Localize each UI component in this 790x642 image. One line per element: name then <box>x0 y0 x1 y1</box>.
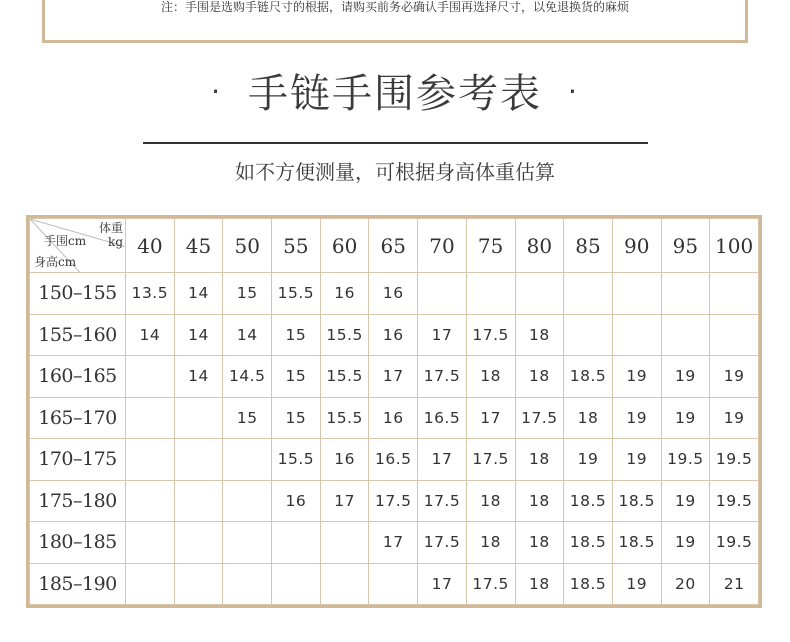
wrist-size-cell: 17.5 <box>418 356 467 398</box>
wrist-size-cell: 19 <box>661 397 710 439</box>
wrist-size-cell: 18 <box>515 522 564 564</box>
weight-header-cell: 85 <box>564 219 613 273</box>
wrist-size-cell: 15 <box>272 314 321 356</box>
height-range-cell: 150–155 <box>30 273 126 315</box>
wrist-size-cell: 18 <box>515 314 564 356</box>
wrist-size-cell: 19 <box>564 439 613 481</box>
wrist-size-cell: 19.5 <box>710 439 759 481</box>
size-table-frame <box>26 215 762 608</box>
wrist-size-cell <box>564 314 613 356</box>
wrist-size-cell: 17.5 <box>515 397 564 439</box>
wrist-size-cell: 18 <box>564 397 613 439</box>
wrist-size-cell <box>710 314 759 356</box>
wrist-size-cell <box>174 563 223 605</box>
table-row <box>30 480 759 522</box>
wrist-size-cell: 16.5 <box>418 397 467 439</box>
wrist-size-cell <box>564 273 613 315</box>
wrist-size-cell <box>661 273 710 315</box>
table-body <box>30 273 759 605</box>
wrist-size-cell: 17.5 <box>466 563 515 605</box>
wrist-size-cell: 18.5 <box>564 356 613 398</box>
wrist-size-cell <box>126 563 175 605</box>
wrist-size-cell: 18 <box>466 356 515 398</box>
wrist-size-cell: 15 <box>272 397 321 439</box>
wrist-size-cell <box>126 397 175 439</box>
wrist-size-cell: 14 <box>126 314 175 356</box>
weight-header-cell: 80 <box>515 219 564 273</box>
wrist-size-cell <box>174 397 223 439</box>
wrist-size-cell: 19 <box>661 480 710 522</box>
weight-header-cell: 60 <box>320 219 369 273</box>
weight-header-cell: 40 <box>126 219 175 273</box>
wrist-size-cell <box>418 273 467 315</box>
wrist-size-cell: 15.5 <box>320 314 369 356</box>
wrist-size-cell: 17.5 <box>418 522 467 564</box>
wrist-size-cell: 16 <box>369 314 418 356</box>
wrist-size-cell <box>710 273 759 315</box>
note-box <box>42 0 748 43</box>
table-row <box>30 314 759 356</box>
wrist-size-cell: 18 <box>515 480 564 522</box>
wrist-size-cell: 19 <box>612 563 661 605</box>
wrist-size-cell: 21 <box>710 563 759 605</box>
title-row <box>0 62 790 122</box>
wrist-size-cell <box>320 522 369 564</box>
wrist-size-cell: 16 <box>320 273 369 315</box>
weight-header-cell: 45 <box>174 219 223 273</box>
wrist-size-cell: 18 <box>515 356 564 398</box>
wrist-size-cell <box>126 480 175 522</box>
wrist-size-cell <box>612 273 661 315</box>
page-title: 手链手围参考表 <box>248 71 542 117</box>
wrist-size-cell: 17 <box>418 563 467 605</box>
wrist-size-cell: 17 <box>320 480 369 522</box>
weight-header-cell: 70 <box>418 219 467 273</box>
wrist-size-cell: 19 <box>612 356 661 398</box>
wrist-size-cell: 14 <box>174 314 223 356</box>
wrist-size-cell: 17 <box>466 397 515 439</box>
wrist-size-cell: 18.5 <box>564 563 613 605</box>
wrist-size-cell: 15.5 <box>272 273 321 315</box>
title-dot-right: · <box>568 75 579 108</box>
weight-header-cell: 90 <box>612 219 661 273</box>
wrist-size-cell: 15.5 <box>320 397 369 439</box>
wrist-size-cell: 17 <box>418 439 467 481</box>
wrist-size-cell <box>369 563 418 605</box>
wrist-size-cell: 19.5 <box>710 480 759 522</box>
wrist-size-cell: 19 <box>710 397 759 439</box>
wrist-size-cell <box>126 439 175 481</box>
weight-unit: kg <box>108 235 123 249</box>
height-range-cell: 170–175 <box>30 439 126 481</box>
wrist-size-cell: 15 <box>272 356 321 398</box>
title-dot-left: · <box>211 75 222 108</box>
wrist-size-cell: 18 <box>515 439 564 481</box>
wrist-size-cell: 15.5 <box>272 439 321 481</box>
wrist-size-cell <box>174 522 223 564</box>
wrist-size-cell: 20 <box>661 563 710 605</box>
corner-wrist-label: 手围cm <box>44 234 87 248</box>
wrist-size-cell: 16.5 <box>369 439 418 481</box>
subtitle: 如不方便测量，可根据身高体重估算 <box>235 160 555 184</box>
table-row <box>30 273 759 315</box>
table-corner-cell <box>30 219 126 273</box>
wrist-size-cell: 18.5 <box>612 522 661 564</box>
wrist-size-cell: 18 <box>515 563 564 605</box>
wrist-size-cell: 19 <box>612 439 661 481</box>
wrist-size-cell <box>126 522 175 564</box>
wrist-size-cell: 14.5 <box>223 356 272 398</box>
size-table <box>29 218 759 605</box>
wrist-size-cell: 18 <box>466 480 515 522</box>
wrist-size-cell: 17 <box>418 314 467 356</box>
wrist-size-cell: 17.5 <box>369 480 418 522</box>
height-range-cell: 175–180 <box>30 480 126 522</box>
wrist-size-cell: 14 <box>174 356 223 398</box>
wrist-size-cell: 14 <box>223 314 272 356</box>
table-row <box>30 439 759 481</box>
wrist-size-cell: 17.5 <box>466 439 515 481</box>
wrist-size-cell <box>612 314 661 356</box>
height-range-cell: 165–170 <box>30 397 126 439</box>
height-range-cell: 180–185 <box>30 522 126 564</box>
weight-header-cell: 65 <box>369 219 418 273</box>
height-range-cell: 155–160 <box>30 314 126 356</box>
title-divider <box>143 142 648 144</box>
wrist-size-cell: 19 <box>612 397 661 439</box>
wrist-size-cell <box>223 439 272 481</box>
wrist-size-cell <box>174 439 223 481</box>
wrist-size-cell <box>320 563 369 605</box>
wrist-size-cell: 17 <box>369 356 418 398</box>
wrist-size-cell <box>223 522 272 564</box>
wrist-size-cell <box>466 273 515 315</box>
weight-header-cell: 55 <box>272 219 321 273</box>
wrist-size-cell: 18.5 <box>564 522 613 564</box>
wrist-size-cell: 18.5 <box>612 480 661 522</box>
wrist-size-cell <box>661 314 710 356</box>
weight-label: 体重 <box>98 221 123 235</box>
wrist-size-cell <box>126 356 175 398</box>
wrist-size-cell: 16 <box>369 273 418 315</box>
wrist-size-cell: 15 <box>223 397 272 439</box>
wrist-size-cell: 16 <box>369 397 418 439</box>
weight-header-cell: 100 <box>710 219 759 273</box>
wrist-size-cell <box>223 480 272 522</box>
wrist-size-cell: 16 <box>272 480 321 522</box>
wrist-size-cell: 15 <box>223 273 272 315</box>
weight-header-cell: 50 <box>223 219 272 273</box>
wrist-size-cell: 18.5 <box>564 480 613 522</box>
height-range-cell: 185–190 <box>30 563 126 605</box>
height-range-cell: 160–165 <box>30 356 126 398</box>
wrist-size-cell: 19.5 <box>710 522 759 564</box>
wrist-size-cell: 17 <box>369 522 418 564</box>
table-row <box>30 522 759 564</box>
weight-header-cell: 95 <box>661 219 710 273</box>
wrist-size-cell <box>223 563 272 605</box>
corner-height-label: 身高cm <box>34 255 77 269</box>
table-header-row <box>30 219 759 273</box>
weight-header-cell: 75 <box>466 219 515 273</box>
wrist-size-cell <box>515 273 564 315</box>
wrist-size-cell: 15.5 <box>320 356 369 398</box>
wrist-size-cell: 19 <box>661 522 710 564</box>
corner-weight-label <box>99 221 123 249</box>
wrist-size-cell: 19.5 <box>661 439 710 481</box>
wrist-size-cell: 19 <box>710 356 759 398</box>
wrist-size-cell: 17.5 <box>466 314 515 356</box>
wrist-size-cell <box>272 563 321 605</box>
wrist-size-cell <box>174 480 223 522</box>
wrist-size-cell: 17.5 <box>418 480 467 522</box>
note-text: 注：手围是选购手链尺寸的根据，请购买前务必确认手围再选择尺寸，以免退换货的麻烦 <box>160 0 629 14</box>
table-row <box>30 356 759 398</box>
wrist-size-cell: 13.5 <box>126 273 175 315</box>
wrist-size-cell: 16 <box>320 439 369 481</box>
wrist-size-cell <box>272 522 321 564</box>
wrist-size-cell: 18 <box>466 522 515 564</box>
table-row <box>30 563 759 605</box>
table-row <box>30 397 759 439</box>
wrist-size-cell: 14 <box>174 273 223 315</box>
wrist-size-cell: 19 <box>661 356 710 398</box>
